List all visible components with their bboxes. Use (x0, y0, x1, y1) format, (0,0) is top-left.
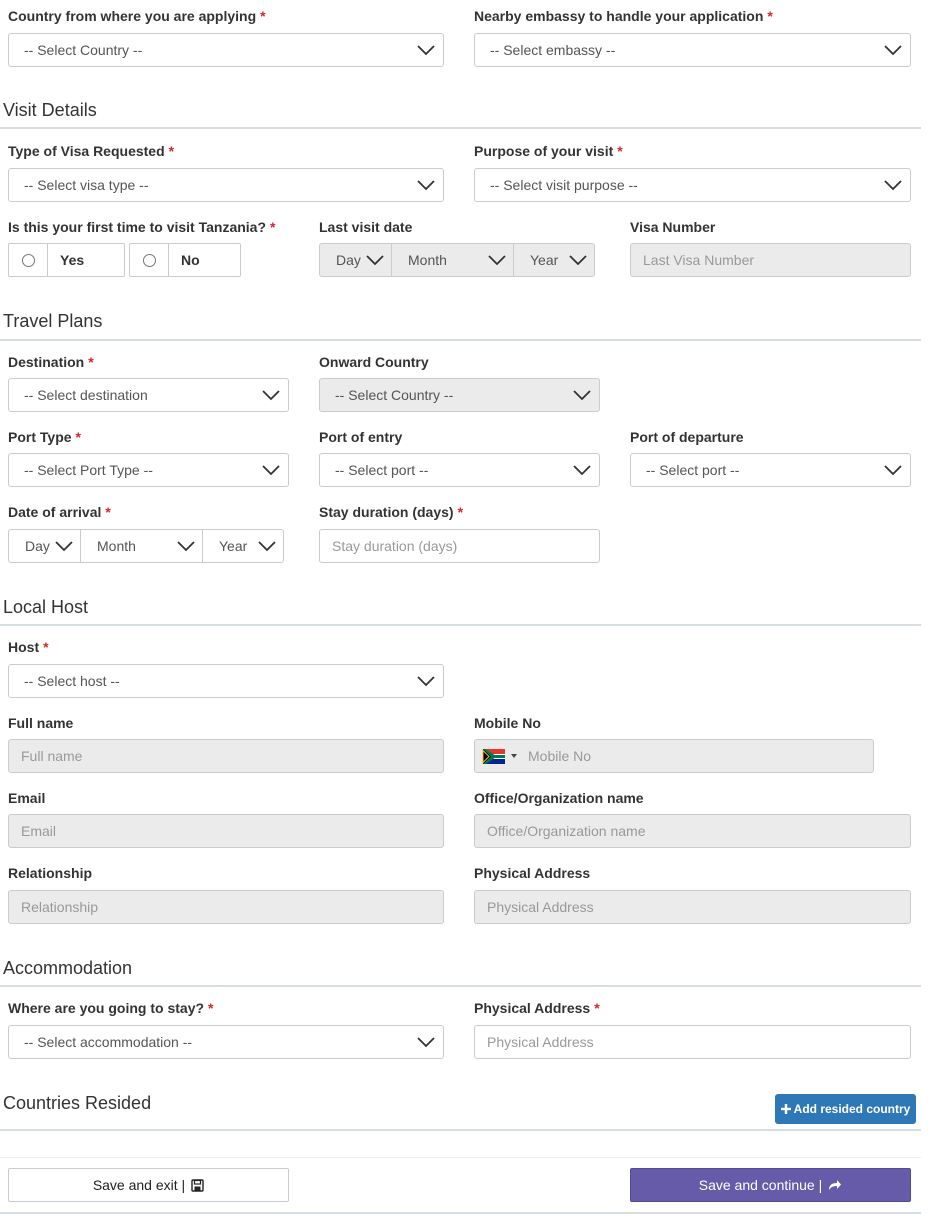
section-divider (0, 624, 921, 626)
chevron-down-icon (567, 250, 589, 270)
host-select[interactable]: -- Select host -- (8, 664, 444, 698)
embassy-select[interactable]: -- Select embassy -- (474, 33, 911, 67)
countries-resided-title: Countries Resided (3, 1093, 152, 1113)
section-divider (0, 1129, 921, 1131)
radio-yes[interactable] (22, 254, 35, 267)
arrival-date-label: Date of arrival * (8, 504, 111, 520)
onward-country-select[interactable]: -- Select Country -- (319, 378, 600, 412)
relationship-label: Relationship (8, 865, 93, 881)
onward-country-label: Onward Country (319, 354, 429, 370)
host-label: Host * (8, 639, 49, 655)
office-label: Office/Organization name (474, 790, 644, 806)
visa-number-label: Visa Number (630, 219, 716, 235)
arrival-date-group (8, 529, 284, 563)
fullname-label: Full name (8, 715, 74, 731)
purpose-select[interactable]: -- Select visit purpose -- (474, 168, 911, 202)
country-label: Country from where you are applying * (8, 8, 266, 24)
chevron-down-icon (260, 460, 282, 480)
accommodation-title: Accommodation (3, 958, 133, 978)
destination-label: Destination * (8, 354, 94, 370)
email-label: Email (8, 790, 46, 806)
plus-icon (781, 1104, 791, 1114)
host-address-input[interactable]: Physical Address (474, 890, 911, 924)
relationship-input[interactable]: Relationship (8, 890, 444, 924)
stay-duration-input[interactable]: Stay duration (days) (319, 529, 600, 563)
arrival-day-select[interactable]: Day (25, 538, 50, 554)
first-time-yes-option[interactable] (8, 243, 125, 277)
save-and-exit-button[interactable]: Save and exit | (8, 1168, 289, 1202)
floppy-disk-icon (191, 1179, 204, 1192)
host-address-label: Physical Address (474, 865, 591, 881)
arrival-year-select[interactable]: Year (219, 538, 248, 554)
port-type-select[interactable]: -- Select Port Type -- (8, 453, 289, 487)
last-visit-month-select[interactable]: Month (408, 252, 447, 268)
chevron-down-icon (256, 536, 278, 556)
chevron-down-icon (415, 175, 437, 195)
chevron-down-icon (175, 536, 197, 556)
visa-number-input[interactable]: Last Visa Number (630, 243, 911, 277)
travel-plans-title: Travel Plans (3, 311, 103, 331)
chevron-down-icon (882, 175, 904, 195)
visa-type-label: Type of Visa Requested * (8, 143, 175, 159)
arrival-month-select[interactable]: Month (97, 538, 136, 554)
chevron-down-icon (415, 1032, 437, 1052)
chevron-down-icon (882, 40, 904, 60)
office-input[interactable]: Office/Organization name (474, 814, 911, 848)
last-visit-year-select[interactable]: Year (530, 252, 559, 268)
fullname-input[interactable]: Full name (8, 739, 444, 773)
port-departure-label: Port of departure (630, 429, 744, 445)
chevron-down-icon (571, 385, 593, 405)
email-input[interactable]: Email (8, 814, 444, 848)
port-type-label: Port Type * (8, 429, 81, 445)
port-entry-select[interactable]: -- Select port -- (319, 453, 600, 487)
first-time-label: Is this your first time to visit Tanzania? * (8, 219, 276, 235)
save-and-continue-button[interactable]: Save and continue | (630, 1168, 911, 1202)
share-arrow-icon (828, 1179, 842, 1191)
accommodation-label: Where are you going to stay? * (8, 1000, 214, 1016)
radio-no[interactable] (143, 254, 156, 267)
visit-details-title: Visit Details (3, 100, 97, 120)
section-divider (0, 339, 921, 341)
chevron-down-icon (415, 40, 437, 60)
accommodation-address-label: Physical Address * (474, 1000, 600, 1016)
mobile-input[interactable]: Mobile No (474, 739, 874, 773)
chevron-down-icon (882, 460, 904, 480)
south-africa-flag-icon (483, 749, 505, 764)
chevron-down-icon (364, 250, 386, 270)
yes-label: Yes (47, 244, 125, 276)
caret-down-icon (510, 753, 518, 759)
port-entry-label: Port of entry (319, 429, 403, 445)
section-divider (0, 127, 921, 129)
first-time-no-option[interactable] (129, 243, 241, 277)
visa-type-select[interactable]: -- Select visa type -- (8, 168, 444, 202)
chevron-down-icon (53, 536, 75, 556)
port-departure-select[interactable]: -- Select port -- (630, 453, 911, 487)
destination-select[interactable]: -- Select destination (8, 378, 289, 412)
chevron-down-icon (486, 250, 508, 270)
section-divider (0, 985, 921, 987)
add-resided-country-button[interactable]: Add resided country (775, 1094, 916, 1124)
country-code-dropdown[interactable] (475, 740, 519, 772)
accommodation-select[interactable]: -- Select accommodation -- (8, 1025, 444, 1059)
no-label: No (168, 244, 241, 276)
embassy-label: Nearby embassy to handle your application * (474, 8, 773, 24)
country-select[interactable]: -- Select Country -- (8, 33, 444, 67)
chevron-down-icon (415, 671, 437, 691)
stay-duration-label: Stay duration (days) * (319, 504, 464, 520)
last-visit-day-select[interactable]: Day (336, 252, 361, 268)
last-visit-label: Last visit date (319, 219, 413, 235)
last-visit-date-group (319, 243, 595, 277)
chevron-down-icon (260, 385, 282, 405)
mobile-label: Mobile No (474, 715, 541, 731)
chevron-down-icon (571, 460, 593, 480)
local-host-title: Local Host (3, 597, 89, 617)
accommodation-address-input[interactable]: Physical Address (474, 1025, 911, 1059)
purpose-label: Purpose of your visit * (474, 143, 623, 159)
